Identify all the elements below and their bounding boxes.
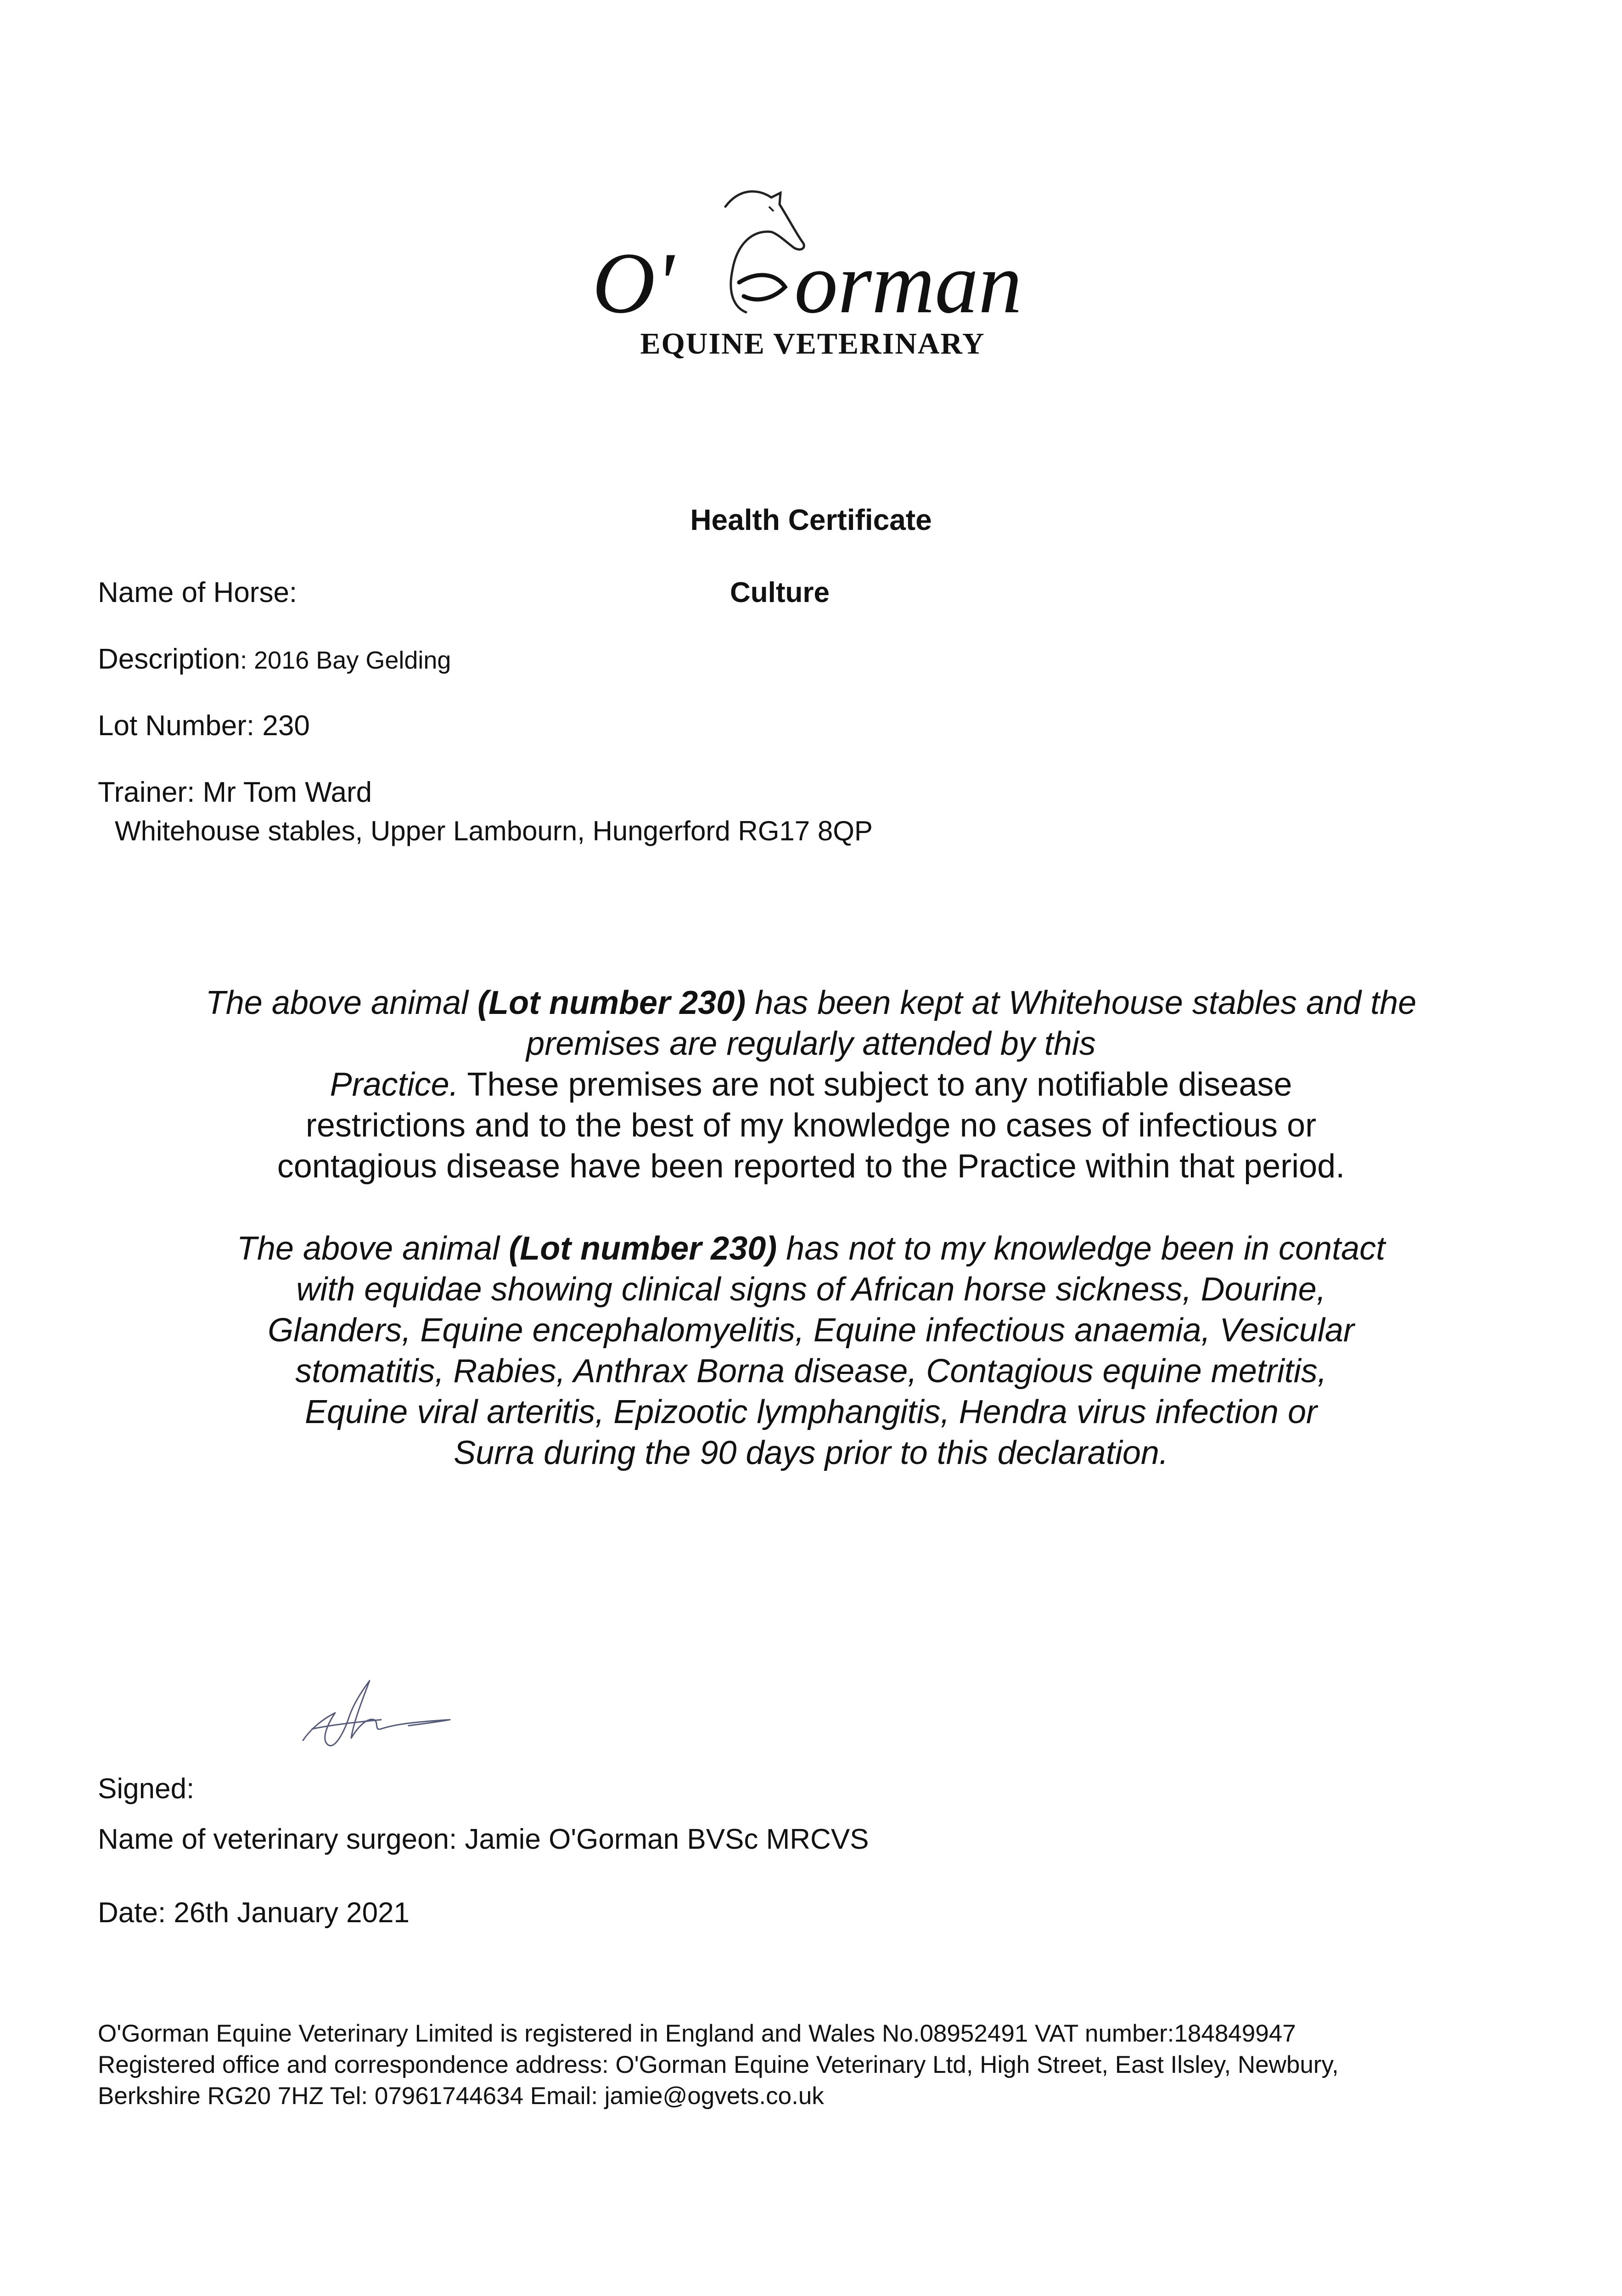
horse-name-value: Culture — [730, 577, 830, 608]
svg-text:O': O' — [592, 235, 674, 332]
para2-text: The above animal — [236, 1230, 509, 1267]
para2-line-6: Surra during the 90 days prior to this declaration. — [454, 1435, 1168, 1471]
para1-line-1 — [115, 983, 1507, 1024]
description-row — [98, 643, 451, 675]
para2-lot-ref: (Lot number 230) — [509, 1230, 777, 1267]
para1-text: These premises are not subject to any notifiable disease — [458, 1066, 1292, 1103]
veterinary-surgeon-name: Name of veterinary surgeon: Jamie O'Gorman BVSc MRCVS — [98, 1823, 869, 1855]
para2-line-2: with equidae showing clinical signs of African horse sickness, Dourine, — [296, 1271, 1326, 1308]
trainer-name: Trainer: Mr Tom Ward — [98, 777, 372, 808]
para1-text: The above animal — [205, 985, 478, 1021]
ogorman-logo — [588, 179, 1038, 372]
footer-line-1: O'Gorman Equine Veterinary Limited is registered in England and Wales No.08952491 VAT number:184849947 — [98, 2020, 1296, 2047]
para1-line-2: premises are regularly attended by this — [526, 1025, 1096, 1062]
svg-text:EQUINE VETERINARY: EQUINE VETERINARY — [640, 327, 985, 360]
para2-text: has not to my knowledge been in contact — [777, 1230, 1386, 1267]
declaration-paragraph-1 — [115, 983, 1507, 1187]
para2-line-1 — [115, 1228, 1507, 1269]
description-value: : 2016 Bay Gelding — [240, 647, 451, 674]
certificate-title: Health Certificate — [690, 503, 932, 536]
footer-line-3: Berkshire RG20 7HZ Tel: 07961744634 Email: jamie@ogvets.co.uk — [98, 2082, 824, 2110]
para1-line-3 — [115, 1064, 1507, 1105]
lot-number: Lot Number: 230 — [98, 710, 310, 742]
para2-line-4: stomatitis, Rabies, Anthrax Borna disease, Contagious equine metritis, — [295, 1353, 1327, 1390]
para2-line-3: Glanders, Equine encephalomyelitis, Equine infectious anaemia, Vesicular — [268, 1312, 1354, 1349]
handwritten-signature — [294, 1671, 477, 1763]
company-footer — [98, 2018, 1339, 2112]
para2-line-5: Equine viral arteritis, Epizootic lymphangitis, Hendra virus infection or — [305, 1394, 1317, 1430]
para1-text: has been kept at Whitehouse stables and the — [746, 985, 1417, 1021]
description-label: Description — [98, 643, 241, 675]
para1-line-5: contagious disease have been reported to the Practice within that period. — [277, 1148, 1345, 1185]
certificate-date: Date: 26th January 2021 — [98, 1897, 410, 1929]
footer-line-2: Registered office and correspondence address: O'Gorman Equine Veterinary Ltd, High Street, East Ilsley, Newbury, — [98, 2051, 1339, 2078]
declaration-paragraph-2 — [115, 1228, 1507, 1474]
para1-text: Practice. — [330, 1066, 459, 1103]
para1-line-4: restrictions and to the best of my knowledge no cases of infectious or — [305, 1107, 1317, 1144]
horse-name-label: Name of Horse: — [98, 577, 297, 608]
trainer-address: Whitehouse stables, Upper Lambourn, Hungerford RG17 8QP — [115, 816, 873, 846]
svg-text:orman: orman — [794, 235, 1022, 332]
signed-label: Signed: — [98, 1773, 195, 1805]
para1-lot-ref: (Lot number 230) — [477, 985, 746, 1021]
